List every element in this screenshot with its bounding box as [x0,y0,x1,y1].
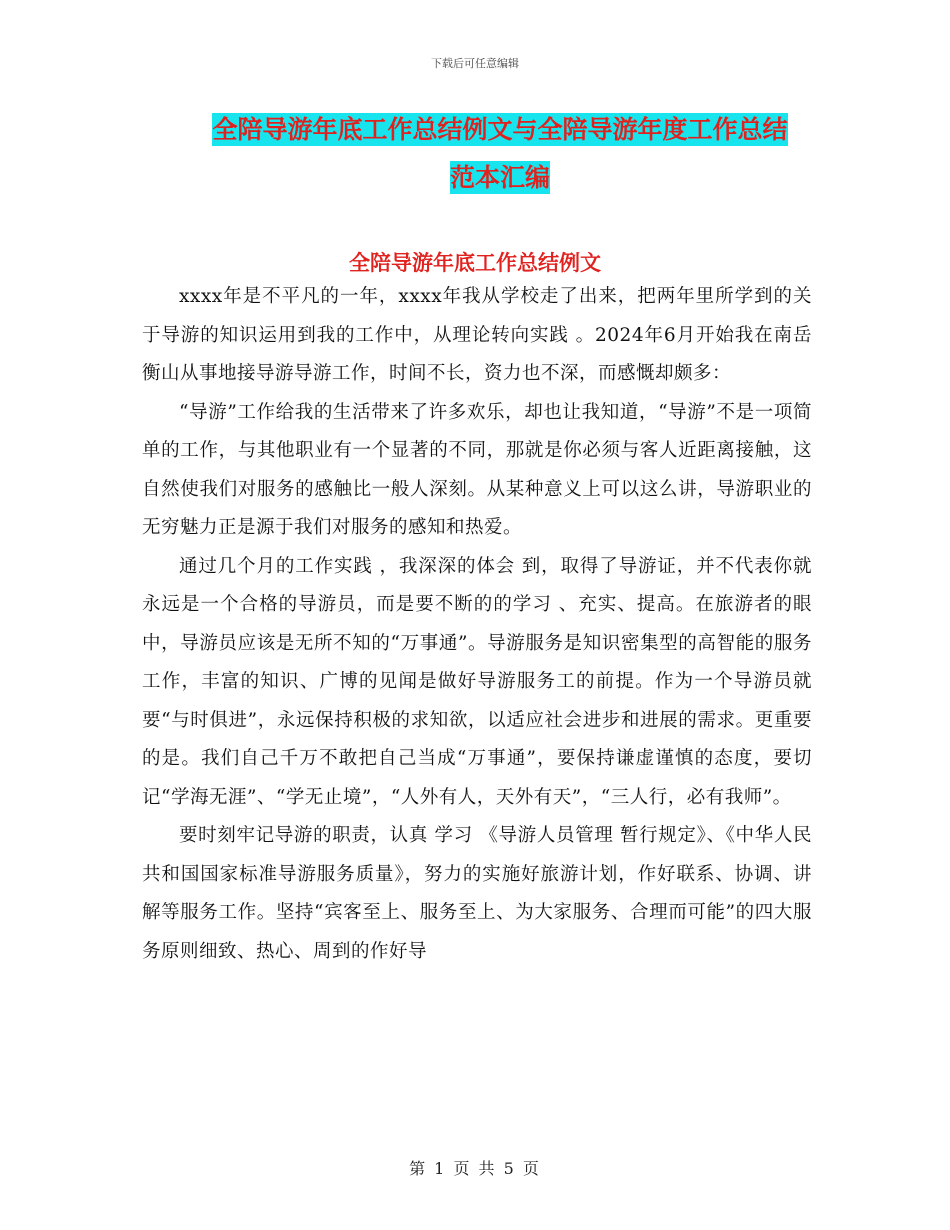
paragraph-3: 通过几个月的工作实践 ，我深深的体会 到，取得了导游证，并不代表你就永远是一个合格的导游员，而是要不断的的学习 、充实、提高。在旅游者的眼中，导游员应该是无所不知的“万事通”。导游服务是知识密集型的高智能的服务工作，丰富的知识、广博的见闻是做好导游服务工的前提。作为一个导游员就要“与时俱进”，永远保持积极的求知欲，以适应社会进步和进展的需求。更重要的是。我们自己千万不敢把自己当成“万事通”，要保持谦虚谨慎的态度，要切记“学海无涯”、“学无止境”，“人外有人，天外有天”，“三人行，必有我师”。 [142,555,812,808]
section-heading: 全陪导游年底工作总结例文 [349,251,601,275]
paragraph-4: 要时刻牢记导游的职责，认真 学习 《导游人员管理 暂行规定》、《中华人民共和国国家标准导游服务质量》，努力的实施好旅游计划，作好联系、协调、讲解等服务工作。坚持“宾客至上、服务至上、为大家服务、合理而可能”的四大服务原则细致、热心、周到的作好导 [142,825,812,962]
document-title [120,106,880,202]
document-body [142,278,812,971]
paragraph-1: xxxx年是不平凡的一年，xxxx年我从学校走了出来，把两年里所学到的关于导游的知识运用到我的工作中，从理论转向实践 。2024年6月开始我在南岳衡山从事地接导游导游工作，时间不长，资力也不深，而感慨却颇多： [142,286,812,384]
paragraph-2: “导游”工作给我的生活带来了许多欢乐，却也让我知道，“导游”不是一项简单的工作，与其他职业有一个显著的不同，那就是你必须与客人近距离接触，这自然使我们对服务的感触比一般人深刻。从某种意义上可以这么讲，导游职业的无穷魅力正是源于我们对服务的感知和热爱。 [142,401,812,538]
document-title-line2: 范本汇编 [449,163,550,192]
page-number: 第 1 页 共 5 页 [409,1159,541,1178]
page-header-note: 下载后可任意编辑 [431,57,519,70]
document-title-line1: 全陪导游年底工作总结例文与全陪导游年度工作总结 [212,115,788,144]
